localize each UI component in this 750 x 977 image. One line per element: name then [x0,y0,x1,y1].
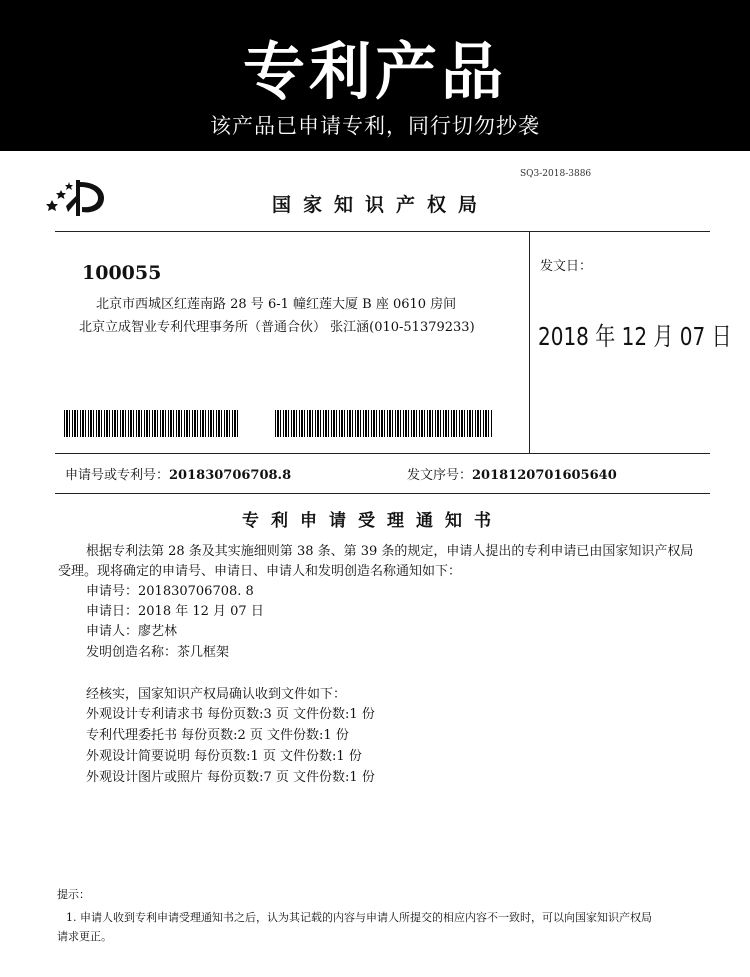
postal-code: 100055 [82,262,162,284]
divider-vertical [529,231,530,453]
tip-1-line-2: 请求更正。 [57,930,112,943]
barcode-right [275,410,492,437]
send-date-label: 发文日： [540,259,593,274]
banner [0,0,750,151]
tips-label: 提示： [57,888,90,901]
divider-middle [55,453,710,454]
application-number-label: 申请号或专利号： [65,468,170,483]
cnipa-logo-icon [44,176,106,220]
file-item: 专利代理委托书 每份页数:2 页 文件份数:1 份 [86,728,349,743]
serial-number: 2018120701605640 [472,468,617,483]
send-date: 2018 年 12 月 07 日 [538,322,732,351]
divider-top [55,231,710,232]
body-line-1: 根据专利法第 28 条及其实施细则第 38 条、第 39 条的规定，申请人提出的专利申请已由国家知识产权局 [86,544,694,559]
banner-subtitle: 该产品已申请专利，同行切勿抄袭 [210,114,540,138]
serial-number-row [407,464,617,483]
application-number-line: 申请号：201830706708. 8 [86,584,254,599]
recipient-address: 北京市西城区红莲南路 28 号 6-1 幢红莲大厦 B 座 0610 房间 [96,297,457,312]
application-number: 201830706708.8 [169,468,292,483]
application-number-row [65,464,291,483]
document-code: SQ3-2018-3886 [520,169,592,179]
notice-title: 专利申请受理通知书 [242,511,503,531]
banner-title: 专利产品 [242,35,507,108]
agent-name: 北京立成智业专利代理事务所（普通合伙） 张江涵(010-51379233) [79,320,475,335]
divider-lower [55,493,710,494]
invention-name-line: 发明创造名称：茶几框架 [86,645,230,660]
applicant-line: 申请人：廖艺林 [86,624,178,639]
file-item: 外观设计图片或照片 每份页数:7 页 文件份数:1 份 [86,770,375,785]
tip-1-line-1: 1. 申请人收到专利申请受理通知书之后，认为其记载的内容与申请人所提交的相应内容不一致时，可以向国家知识产权局 [66,911,652,924]
file-item: 外观设计简要说明 每份页数:1 页 文件份数:1 份 [86,749,362,764]
file-item: 外观设计专利请求书 每份页数:3 页 文件份数:1 份 [86,707,375,722]
barcode-left [64,410,240,437]
application-date-line: 申请日：2018 年 12 月 07 日 [86,604,264,619]
serial-number-label: 发文序号： [407,468,473,483]
body-line-2: 受理。现将确定的申请号、申请日、申请人和发明创造名称通知如下： [58,564,462,579]
verified-line: 经核实，国家知识产权局确认收到文件如下： [86,687,347,702]
office-name: 国家知识产权局 [272,194,490,216]
